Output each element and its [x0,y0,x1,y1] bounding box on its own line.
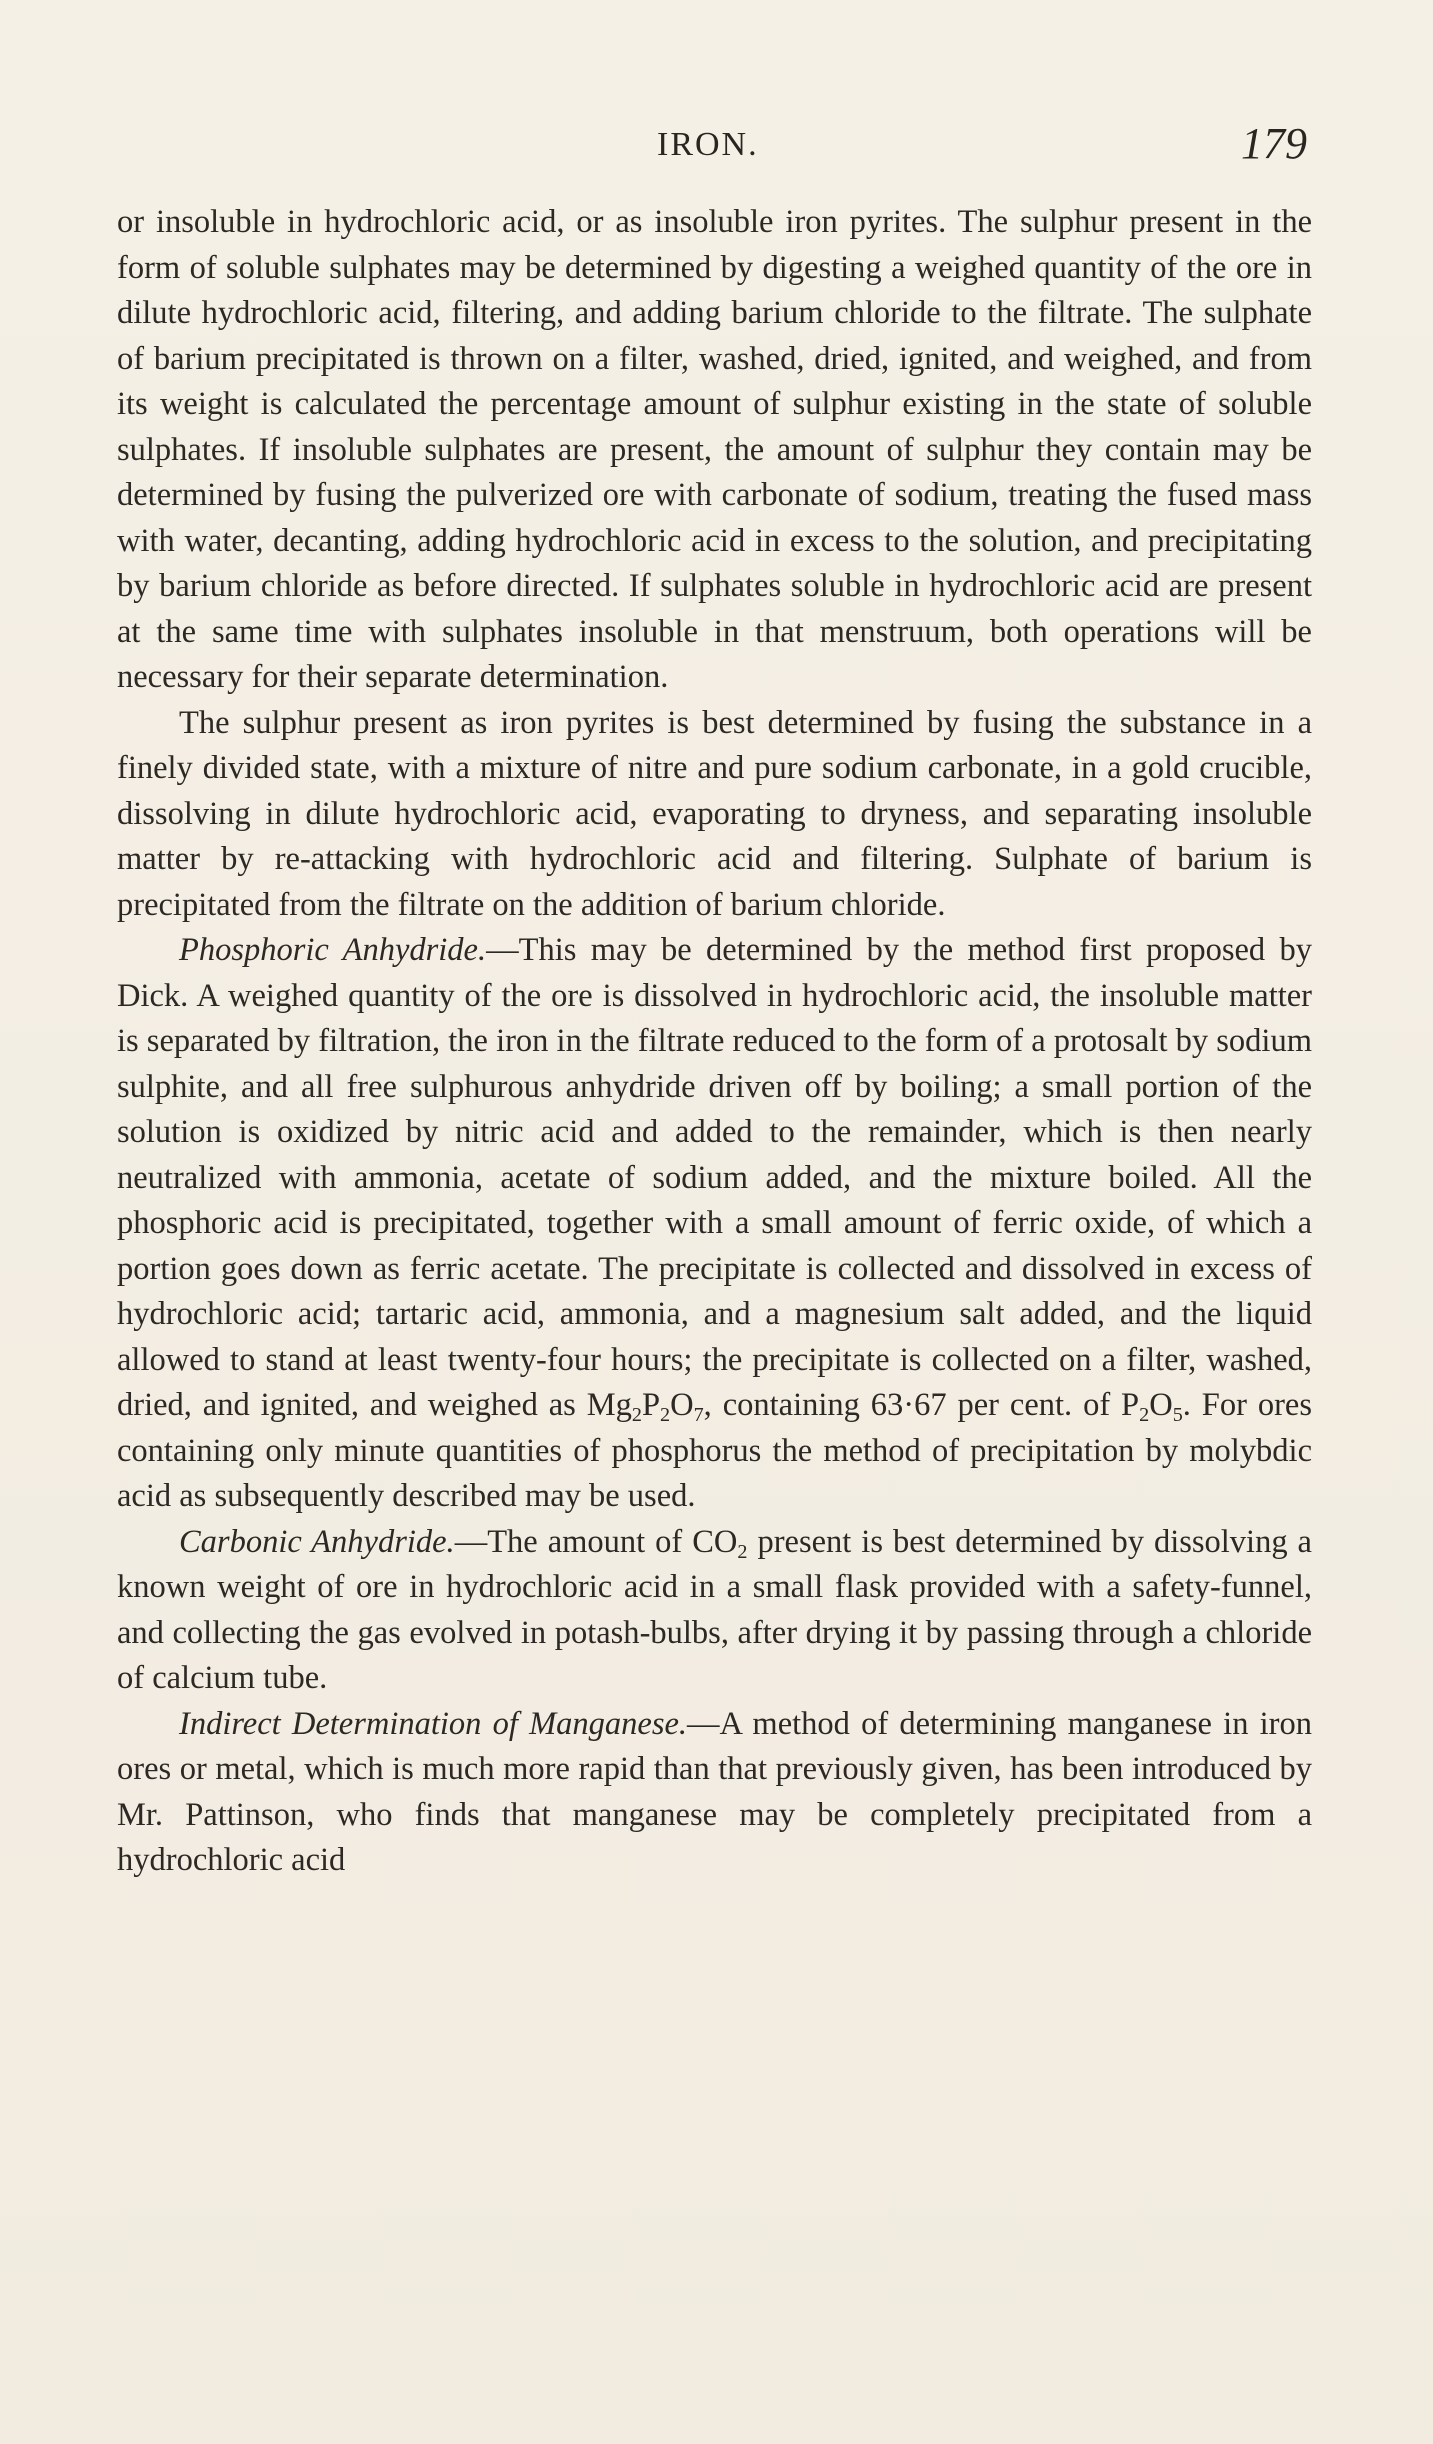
paragraph-text: . For ores containing only minute quantities of phosphorus the method of precipitation by molybdic acid as subsequently described may be used. [117,1387,1312,1514]
paragraph-text: —The amount of [454,1523,693,1560]
paragraph-text: , containing 63·67 per cent. of [703,1387,1122,1423]
formula-magnesium-pyrophosphate: $Mg_2P_2O_7$ [586,1387,704,1427]
body-text [117,200,1312,1884]
section-heading-phosphoric-anhydride: Phosphoric Anhydride. [179,932,487,968]
paragraph-text: or insoluble in hydrochloric acid, or as insoluble iron pyrites. The sulphur present in the form of soluble sulphates may be determined by digesting a weighed quantity of the ore in dilute hydrochloric acid, filtering, and adding barium chloride to the filtrate. The sulphate of barium precipitated is thrown on a filter, washed, dried, ignited, and weighed, and from its weight is calculated the percentage amount of sulphur existing in the state of soluble sulphates. If insoluble sulphates are present, the amount of sulphur they contain may be determined by fusing the pulverized ore with carbonate of sodium, treating the fused mass with water, decanting, adding hydrochloric acid in excess to the solution, and precipitating by barium chloride as before directed. If sulphates soluble in hydrochloric acid are present at the same time with sulphates insoluble in that menstruum, both operations will be necessary for their separate determination. [117,204,1312,695]
paragraph-text: The sulphur present as iron pyrites is best determined by fusing the substance in a finely divided state, with a mixture of nitre and pure sodium carbonate, in a gold crucible, dissolving in dilute hydrochloric acid, evaporating to dryness, and separating insoluble matter by re-attacking with hydrochloric acid and filtering. Sulphate of barium is precipitated from the filtrate on the addition of barium chloride. [117,704,1312,923]
paragraph-phosphoric-anhydride [117,928,1312,1520]
paragraph-sulphur-pyrites [117,701,1312,929]
paragraph-text: —This may be determined by the method first proposed by Dick. A weighed quantity of the ore is dissolved in hydrochloric acid, the insoluble matter is separated by filtration, the iron in the filtrate reduced to the form of a protosalt by sodium sulphite, and all free sulphurous anhydride driven off by boiling; a small portion of the solution is oxidized by nitric acid and added to the remainder, which is then nearly neutralized with ammonia, acetate of sodium added, and the mixture boiled. All the phosphoric acid is precipitated, together with a small amount of ferric oxide, of which a portion goes down as ferric acetate. The precipitate is collected and dissolved in excess of hydrochloric acid; tartaric acid, ammonia, and a magnesium salt added, and the liquid allowed to stand at least twenty-four hours; the precipitate is collected on a filter, washed, dried, and ignited, and weighed as [117,932,1312,1423]
paragraph-manganese [117,1702,1312,1884]
paragraph-text: —A method of determining manganese in iron ores or metal, which is much more rapid than that previously given, has been introduced by Mr. Pattinson, who finds that manganese may be completely precipitated from a hydrochloric acid [117,1705,1312,1878]
paragraph-sulphur-sulphates [117,200,1312,701]
paragraph-carbonic-anhydride [117,1520,1312,1702]
paragraph-text: present is best determined by dissolving a known weight of ore in hydrochloric acid in a small flask provided with a safety-funnel, and collecting the gas evolved in potash-bulbs, after drying it by passing through a chloride of calcium tube. [117,1523,1312,1696]
page-number: 179 [1241,119,1307,168]
section-heading-carbonic-anhydride: Carbonic Anhydride. [179,1523,455,1560]
section-heading-manganese: Indirect Determination of Manganese. [179,1705,688,1742]
running-head: IRON. [657,126,759,163]
formula-carbon-dioxide: $CO_2$ [692,1523,748,1563]
page-header [117,118,1317,178]
formula-phosphorus-pentoxide: $P_2O_5$ [1121,1387,1183,1427]
